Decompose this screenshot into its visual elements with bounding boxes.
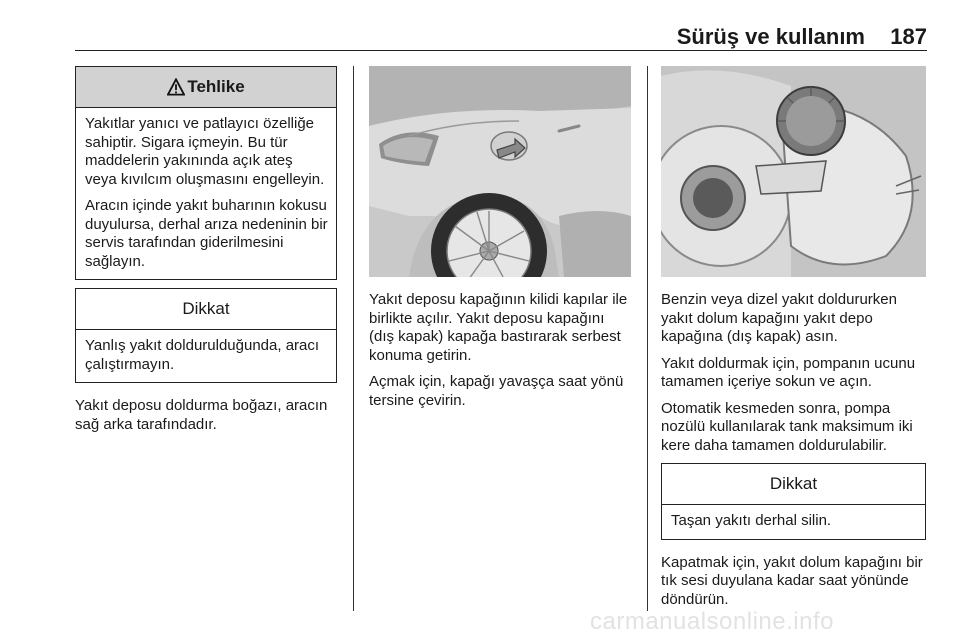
danger-paragraph: Yakıtlar yanıcı ve patlayıcı özelliğe sahiptir. Sigara içmeyin. Bu tür maddelerin yakınında açık ateş veya kıvılcım oluşmasını engelleyin.	[85, 115, 325, 188]
page-header-title: Sürüş ve kullanım	[676, 24, 865, 49]
caution-text: Yanlış yakıt doldurulduğunda, aracı çalıştırmayın.	[85, 337, 320, 373]
column-middle	[369, 66, 631, 418]
watermark: carmanualsonline.info	[590, 608, 834, 635]
caution-box-title: Dikkat	[769, 474, 818, 493]
caution-text: Taşan yakıtı derhal silin.	[671, 512, 832, 529]
column-divider	[353, 66, 354, 611]
column-left	[75, 66, 337, 442]
column-right	[661, 66, 926, 617]
car-rear-fuel-door-image	[369, 66, 631, 277]
body-paragraph: Yakıt deposu doldurma boğazı, aracın sağ arka tarafındadır.	[75, 397, 328, 433]
caution-box	[75, 288, 337, 383]
danger-box-title: Tehlike	[187, 77, 245, 96]
body-paragraph: Yakıt doldurmak için, pompanın ucunu tamamen içeriye sokun ve açın.	[661, 354, 916, 390]
fuel-filler-cap-image	[661, 66, 926, 277]
body-paragraph: Benzin veya dizel yakıt doldururken yakıt dolum kapağını yakıt depo kapağına (dış kapak) asın.	[661, 291, 897, 345]
warning-triangle-icon	[167, 78, 185, 96]
body-paragraph: Yakıt deposu kapağının kilidi kapılar ile birlikte açılır. Yakıt deposu kapağını (dış kapak) kapağa bastırarak serbest konuma getirin.	[369, 291, 628, 364]
page-number: 187	[890, 24, 927, 49]
caution-box-title: Dikkat	[182, 299, 230, 318]
danger-box-header	[76, 67, 336, 108]
caution-box-header	[76, 289, 336, 330]
danger-box	[75, 66, 337, 280]
danger-paragraph: Aracın içinde yakıt buharının kokusu duyulursa, derhal arıza nedeninin bir servis tarafından giderilmesini sağlayın.	[85, 197, 328, 270]
body-paragraph: Açmak için, kapağı yavaşça saat yönü tersine çevirin.	[369, 373, 624, 409]
page-header	[75, 22, 927, 51]
body-paragraph: Kapatmak için, yakıt dolum kapağını bir tık sesi duyulana kadar saat yönünde döndürün.	[661, 553, 923, 608]
caution-box-header	[662, 464, 925, 505]
body-paragraph: Otomatik kesmeden sonra, pompa nozülü kullanılarak tank maksimum iki kere daha tamamen doldurulabilir.	[661, 399, 913, 454]
column-divider	[647, 66, 648, 611]
caution-box	[661, 463, 926, 540]
